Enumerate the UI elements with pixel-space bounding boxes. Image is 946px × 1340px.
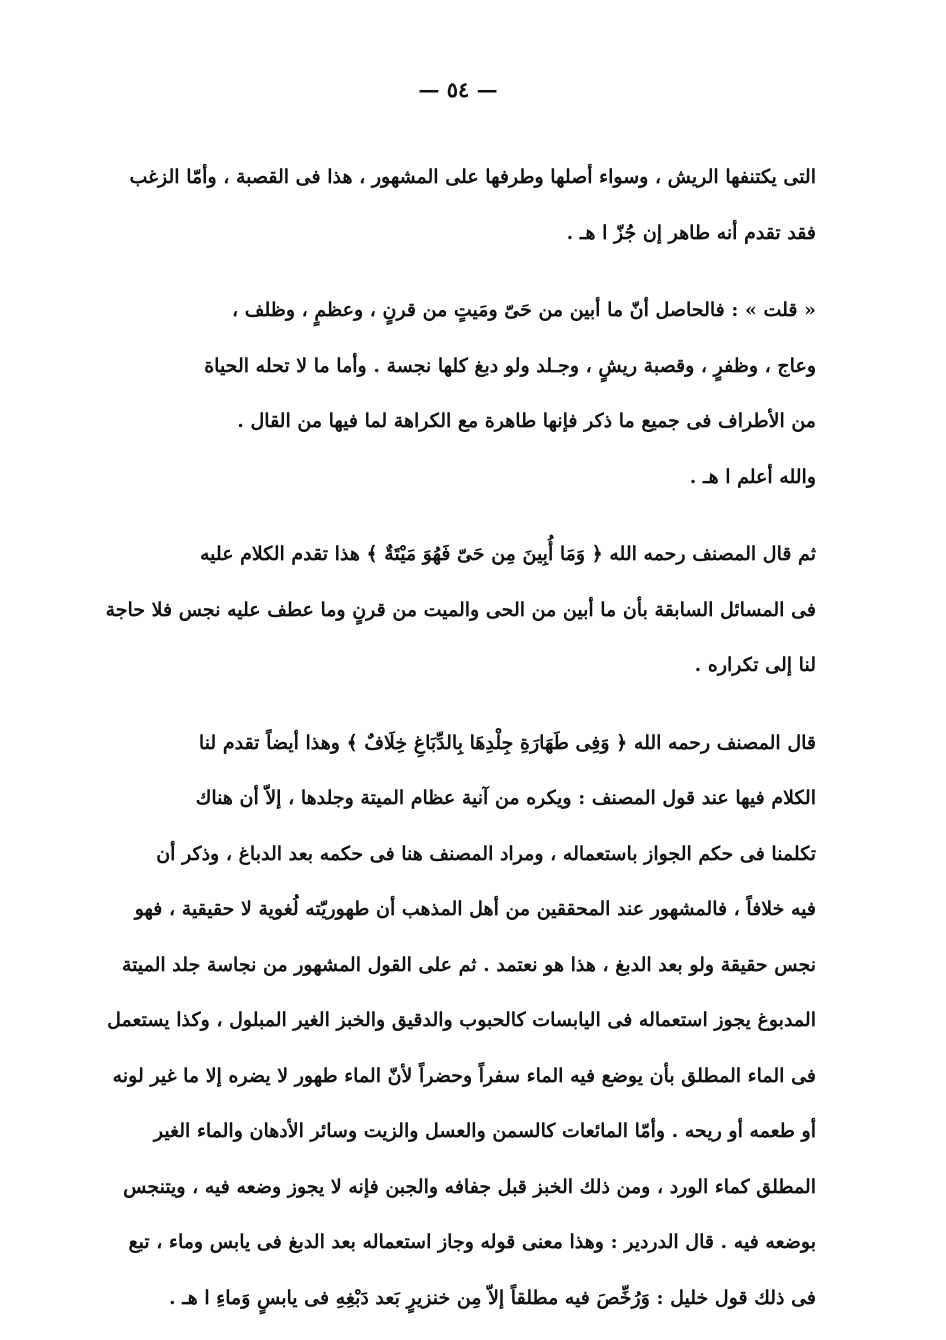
- text-line: الكلام فيها عند قول المصنف : ويكره من آنية عظام الميتة وجلدها ، إلاّ أن هناك: [195, 787, 816, 809]
- text-line: ثم قال المصنف رحمه الله ﴿ وَمَا أُبِينَ مِن حَىّ فَهُوَ مَيْتَةٌ ﴾ هذا تقدم الكلام عليه: [199, 543, 816, 565]
- text-line: فقد تقدم أنه طاهر إن جُزّ ا هـ .: [566, 221, 816, 244]
- text-line: أو طعمه أو ريحه . وأمّا المائعات كالسمن والعسل والزيت وسائر الأدهان والماء الغير: [153, 1120, 816, 1142]
- text-line: فى ذلك قول خليل : وَرُخِّصَ فيه مطلقاً إلاّ مِن خنزيرٍ بَعد دَبْغِهِ فى يابسٍ وَماءِ ا هـ .: [168, 1286, 816, 1309]
- text-line: فى المسائل السابقة بأن ما أبين من الحى والميت من قرنٍ وما عطف عليه نجس فلا حاجة: [105, 598, 816, 621]
- book-page: [100, 70, 816, 1320]
- text-line: فى الماء المطلق بأن يوضع فيه الماء سفراً وحضراً لأنّ الماء طهور لا يضره إلا ما غير لونه: [112, 1064, 816, 1087]
- text-line: « قلت » : فالحاصل أنّ ما أبين من حَىّ ومَيتٍ من قرنٍ ، وعظمٍ ، وظلف ،: [232, 299, 816, 321]
- paragraph-3: [100, 527, 816, 694]
- text-line: بوضعه فيه . قال الدردير : وهذا معنى قوله وجاز استعماله بعد الدبغ فى يابس وماء ، تبع: [128, 1231, 816, 1253]
- text-line: والله أعلم ا هـ .: [689, 465, 816, 488]
- text-line: قال المصنف رحمه الله ﴿ وَفِى طَهَارَةِ جِلْدِهَا بِالدِّبَاغِ خِلَافٌ ﴾ وهذا أيضاً تقدم لنا: [198, 731, 816, 754]
- text-line: تكلمنا فى حكم الجواز باستعماله ، ومراد المصنف هنا فى حكمه بعد الدباغ ، وذكر أن: [156, 842, 816, 865]
- text-line: المدبوغ يجوز استعماله فى اليابسات كالحبوب والدقيق والخبز الغير المبلول ، وكذا يستعمل: [107, 1009, 816, 1031]
- page-number: — ٥٤ —: [418, 77, 498, 102]
- text-line: المطلق كماء الورد ، ومن ذلك الخبز قبل جفافه والجبن فإنه لا يجوز وضعه فيه ، ويتنجس: [123, 1175, 816, 1198]
- paragraph-4: [100, 716, 816, 1327]
- text-line: فيه خلافاً ، فالمشهور عند المحققين من أهل المذهب أن طهوريّته لُغوية لا حقيقية ، فهو: [134, 898, 816, 920]
- paragraph-1: [100, 150, 816, 261]
- paragraph-2: [100, 283, 816, 505]
- text-line: وعاج ، وظفرٍ ، وقصبة ريشٍ ، وجـلد ولو دبغ كلها نجسة . وأما ما لا تحله الحياة: [204, 354, 816, 377]
- text-line: من الأطراف فى جميع ما ذكر فإنها طاهرة مع الكراهة لما فيها من القال .: [237, 410, 816, 432]
- text-line: نجس حقيقة ولو بعد الدبغ ، هذا هو نعتمد . ثم على القول المشهور من نجاسة جلد الميتة: [121, 953, 816, 976]
- text-line: التى يكتنفها الريش ، وسواء أصلها وطرفها على المشهور ، هذا فى القصبة ، وأمّا الزغب: [129, 166, 816, 188]
- text-line: لنا إلى تكراره .: [694, 654, 816, 676]
